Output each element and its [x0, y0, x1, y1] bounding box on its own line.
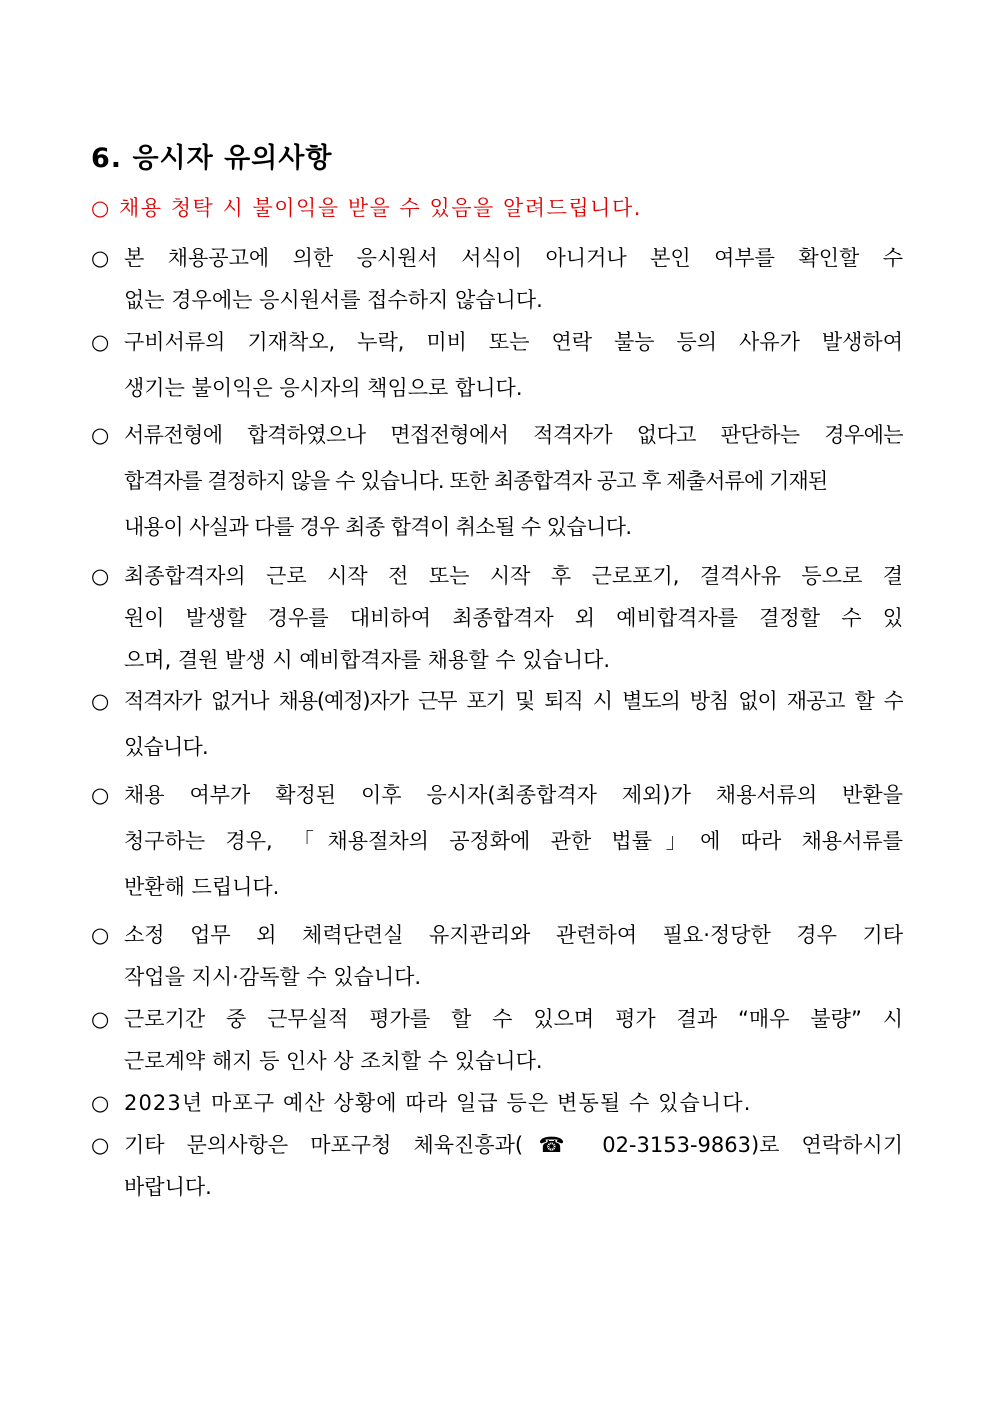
item-text: 서류전형에 합격하였으나 면접전형에서 적격자가 없다고 판단하는 경우에는 — [124, 424, 903, 446]
item-first-line — [91, 247, 903, 269]
item-first-line — [91, 784, 903, 806]
list-item — [91, 1008, 903, 1072]
item-first-line — [91, 1092, 903, 1114]
item-text: 최종합격자의 근로 시작 전 또는 시작 후 근로포기, 결격사유 등으로 결 — [124, 565, 903, 587]
list-item — [91, 784, 903, 898]
item-continuation: 근로계약 해지 등 인사 상 조치할 수 있습니다. — [124, 1049, 543, 1073]
item-text: 소정 업무 외 체력단련실 유지관리와 관련하여 필요·정당한 경우 기타 — [124, 924, 903, 946]
item-continuation-text: 원이 발생할 경우를 대비하여 최종합격자 외 예비합격자를 결정할 수 있 — [124, 607, 903, 629]
bullet-circle-icon: ○ — [91, 924, 110, 946]
list-item — [91, 1134, 903, 1198]
item-continuation: 합격자를 결정하지 않을 수 있습니다. 또한 최종합격자 공고 후 제출서류에 기재된 — [124, 469, 828, 493]
item-text: 기타 문의사항은 마포구청 체육진흥과(☎ 02-3153-9863)로 연락하시기 — [124, 1134, 903, 1156]
item-first-line — [91, 1134, 903, 1156]
list-item — [91, 565, 903, 671]
item-continuation — [91, 830, 903, 852]
bullet-circle-icon: ○ — [91, 1134, 110, 1156]
list-item — [91, 331, 903, 399]
bullet-circle-icon: ○ — [91, 565, 110, 587]
item-first-line — [91, 1008, 903, 1030]
item-first-line — [91, 331, 903, 353]
list-item — [91, 1092, 903, 1114]
item-text: 채용 여부가 확정된 이후 응시자(최종합격자 제외)가 채용서류의 반환을 — [124, 784, 903, 806]
item-text: 구비서류의 기재착오, 누락, 미비 또는 연락 불능 등의 사유가 발생하여 — [124, 331, 903, 353]
item-continuation: 작업을 지시·감독할 수 있습니다. — [124, 965, 422, 989]
bullet-circle-icon: ○ — [91, 784, 110, 806]
item-continuation: 없는 경우에는 응시원서를 접수하지 않습니다. — [124, 288, 543, 312]
item-continuation: 으며, 결원 발생 시 예비합격자를 채용할 수 있습니다. — [124, 648, 611, 672]
list-item — [91, 247, 903, 311]
item-text: 본 채용공고에 의한 응시원서 서식이 아니거나 본인 여부를 확인할 수 — [124, 247, 903, 269]
item-continuation-text: 청구하는 경우, 「채용절차의 공정화에 관한 법률」에 따라 채용서류를 — [124, 830, 903, 852]
recruitment-notice: ○ 채용 청탁 시 불이익을 받을 수 있음을 알려드립니다. — [91, 196, 642, 220]
item-text: 2023년 마포구 예산 상황에 따라 일급 등은 변동될 수 있습니다. — [124, 1091, 752, 1115]
item-continuation: 있습니다. — [124, 735, 208, 759]
bullet-circle-icon: ○ — [91, 247, 110, 269]
item-text: 근로기간 중 근무실적 평가를 할 수 있으며 평가 결과 “매우 불량” 시 — [124, 1008, 903, 1030]
item-continuation: 바랍니다. — [124, 1175, 212, 1199]
bullet-circle-icon: ○ — [91, 1091, 110, 1115]
item-continuation — [91, 607, 903, 629]
list-item — [91, 924, 903, 988]
bullet-circle-icon: ○ — [91, 1008, 110, 1030]
section-heading: 6. 응시자 유의사항 — [91, 143, 333, 174]
list-item — [91, 424, 903, 538]
item-continuation: 내용이 사실과 다를 경우 최종 합격이 취소될 수 있습니다. — [124, 515, 632, 539]
item-first-line — [91, 565, 903, 587]
list-item — [91, 690, 903, 758]
item-continuation: 반환해 드립니다. — [124, 875, 280, 899]
item-first-line — [91, 424, 903, 446]
item-first-line — [91, 924, 903, 946]
item-continuation: 생기는 불이익은 응시자의 책임으로 합니다. — [124, 376, 523, 400]
item-first-line — [91, 690, 903, 712]
bullet-circle-icon: ○ — [91, 424, 110, 446]
bullet-circle-icon: ○ — [91, 690, 110, 712]
item-text: 적격자가 없거나 채용(예정)자가 근무 포기 및 퇴직 시 별도의 방침 없이 재공고 할 수 — [124, 690, 903, 712]
bullet-circle-icon: ○ — [91, 331, 110, 353]
